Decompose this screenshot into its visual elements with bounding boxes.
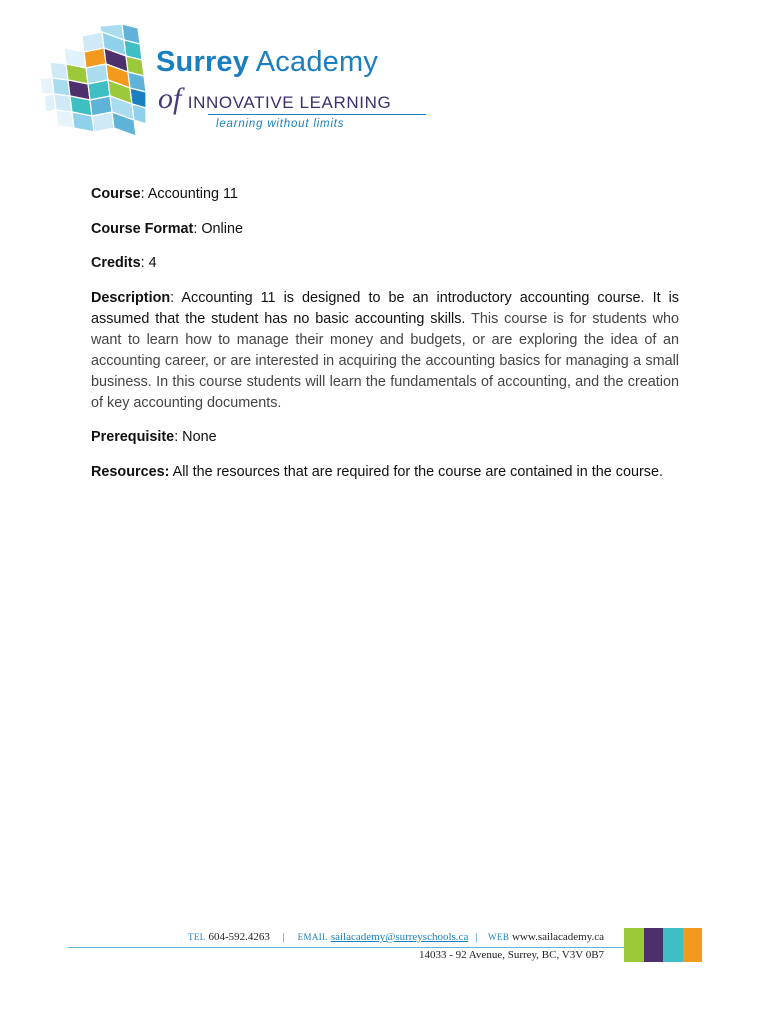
course-details bbox=[91, 184, 679, 496]
resources-value: All the resources that are required for the course are contained in the course. bbox=[169, 463, 663, 480]
footer-divider bbox=[68, 947, 624, 948]
email-link[interactable]: sailacademy@surreyschools.ca bbox=[330, 931, 469, 943]
course-value: : Accounting 11 bbox=[140, 186, 238, 202]
footer-address: 14033 - 92 Avenue, Surrey, BC, V3V 0B7 bbox=[419, 949, 605, 961]
color-bar bbox=[683, 928, 703, 962]
footer-contact bbox=[188, 931, 604, 943]
logo-rule bbox=[208, 114, 426, 115]
logo-academy-name: Surrey Academy bbox=[156, 46, 379, 78]
credits-value: : 4 bbox=[140, 255, 157, 271]
footer-color-bars bbox=[624, 928, 702, 962]
logo bbox=[30, 22, 450, 142]
footer-separator: | bbox=[282, 931, 285, 943]
tel-label: TEL bbox=[188, 932, 206, 942]
resources-label: Resources: bbox=[91, 463, 170, 480]
web-label: WEB bbox=[488, 932, 510, 942]
logo-tagline: learning without limits bbox=[216, 118, 345, 130]
description-text-continued: This course is for students who want to learn how to manage their money and budgets, or are exploring the idea of an accounting career, or are interested in acquiring the accounting basics for managing a small business. In this course students will learn the fundamentals of accounting, and the creation of key accounting documents. bbox=[91, 310, 679, 411]
color-bar bbox=[663, 928, 683, 962]
credits-label: Credits bbox=[91, 255, 141, 271]
logo-mark-icon bbox=[30, 22, 154, 142]
description-label: Description bbox=[91, 289, 171, 306]
color-bar bbox=[624, 928, 644, 962]
course-label: Course bbox=[91, 186, 141, 202]
footer-separator: | bbox=[475, 931, 478, 943]
color-bar bbox=[644, 928, 664, 962]
prerequisite-line bbox=[91, 427, 679, 448]
prerequisite-label: Prerequisite bbox=[91, 429, 175, 445]
prerequisite-value: : None bbox=[174, 429, 217, 445]
resources-line bbox=[91, 462, 679, 483]
web-link[interactable]: www.sailacademy.ca bbox=[511, 931, 605, 943]
email-label: EMAIL bbox=[297, 932, 329, 942]
logo-subtitle: of INNOVATIVE LEARNING bbox=[158, 82, 392, 115]
description-text: : Accounting 11 is designed to be an introductory accounting course. It is assumed that the student has no basic accounting skills. bbox=[91, 289, 679, 327]
format-line bbox=[91, 219, 679, 240]
description-paragraph bbox=[91, 288, 679, 414]
format-value: : Online bbox=[193, 220, 243, 237]
format-label: Course Format bbox=[91, 220, 194, 237]
credits-line bbox=[91, 253, 679, 274]
tel-value: 604-592.4263 bbox=[208, 931, 270, 943]
course-line bbox=[91, 184, 679, 205]
